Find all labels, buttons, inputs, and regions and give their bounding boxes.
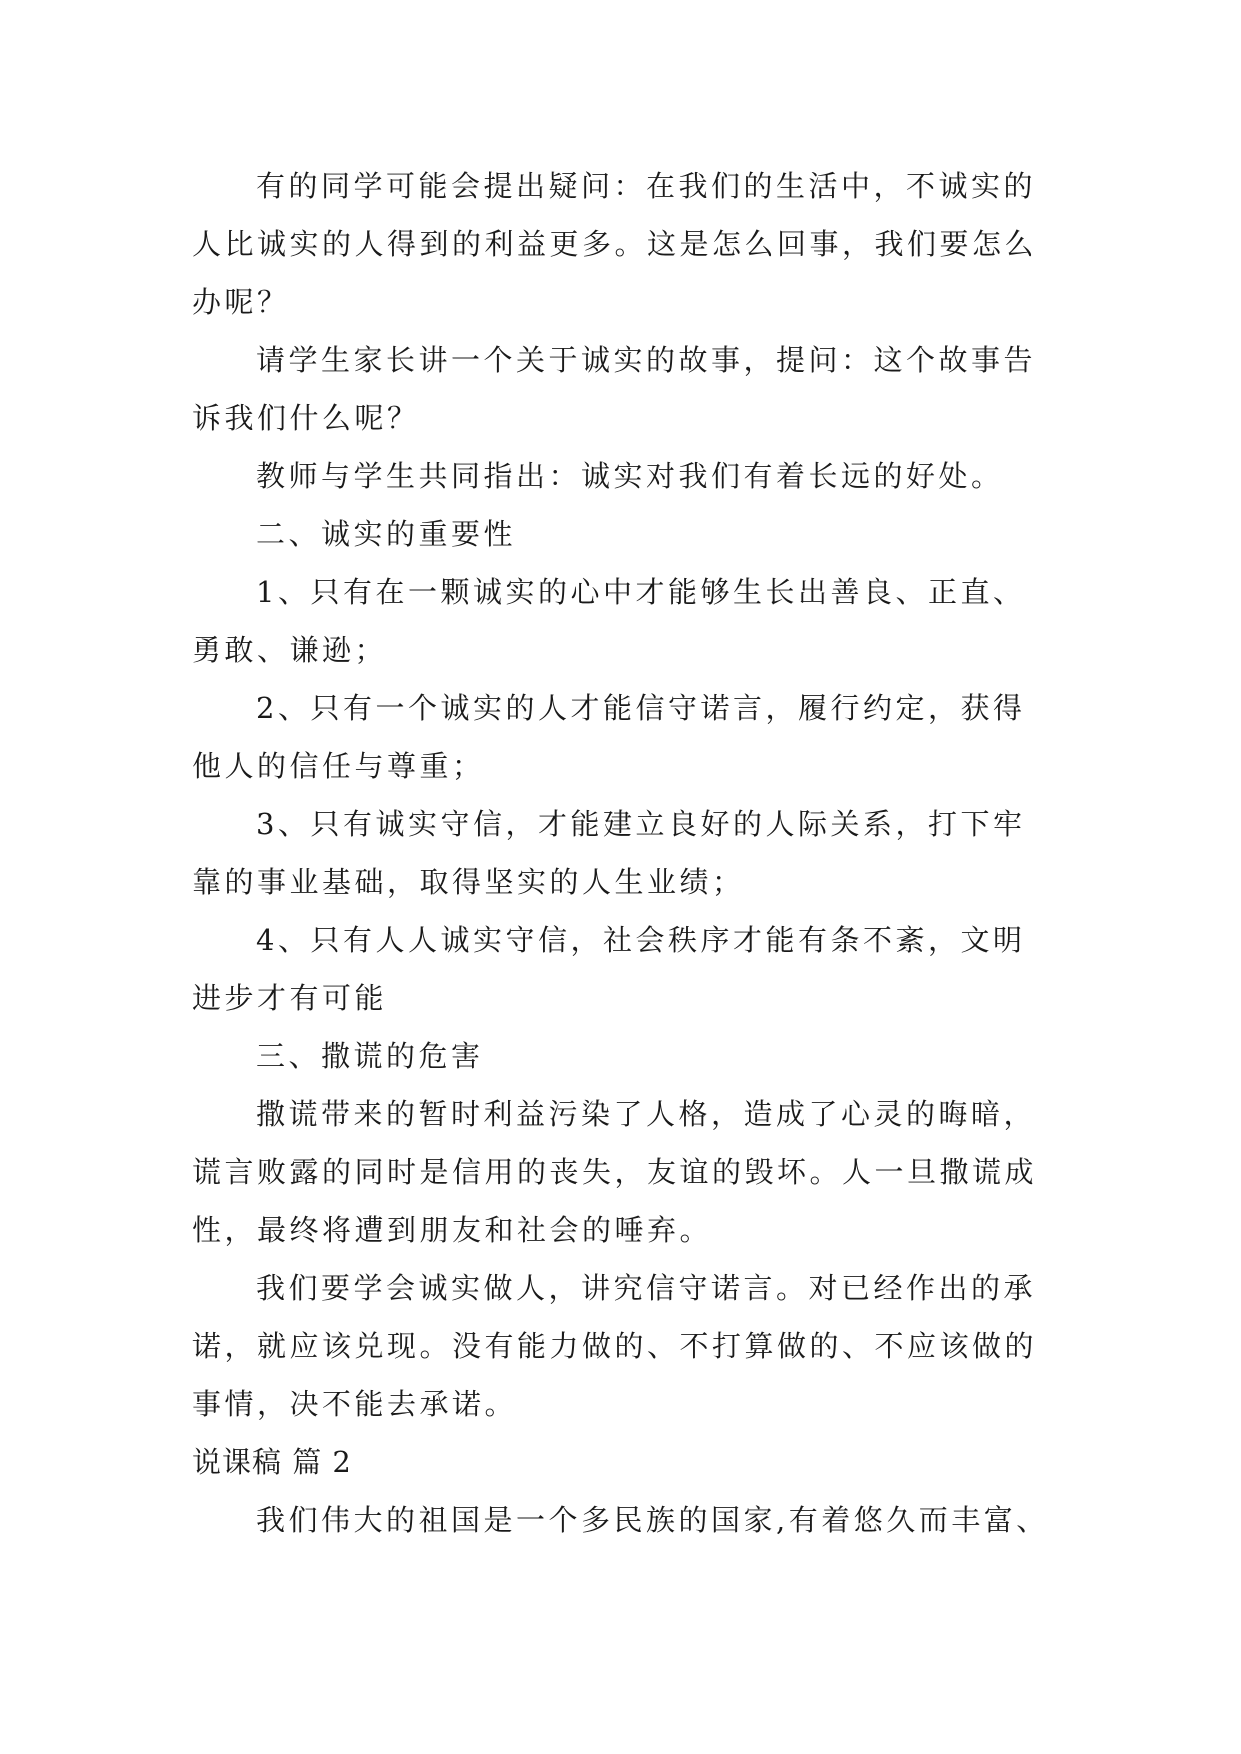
paragraph-line: 办呢？ — [192, 285, 290, 319]
paragraph-line: 请学生家长讲一个关于诚实的故事，提问：这个故事告 — [256, 343, 1037, 377]
paragraph-line: 我们要学会诚实做人，讲究信守诺言。对已经作出的承 — [256, 1271, 1037, 1305]
document-section-title: 说课稿 篇 2 — [192, 1445, 352, 1479]
list-item-line: 他人的信任与尊重； — [192, 749, 485, 783]
section-heading: 三、撒谎的危害 — [256, 1039, 484, 1073]
paragraph-line: 诺，就应该兑现。没有能力做的、不打算做的、不应该做的 — [192, 1329, 1038, 1363]
paragraph-line: 有的同学可能会提出疑问：在我们的生活中，不诚实的 — [256, 169, 1037, 203]
paragraph-line: 教师与学生共同指出：诚实对我们有着长远的好处。 — [256, 459, 1004, 493]
paragraph-line: 性，最终将遭到朋友和社会的唾弃。 — [192, 1213, 713, 1247]
paragraph-line: 事情，决不能去承诺。 — [192, 1387, 518, 1421]
list-item-line: 进步才有可能 — [192, 981, 388, 1015]
list-item-line: 3、只有诚实守信，才能建立良好的人际关系，打下牢 — [256, 807, 1026, 841]
paragraph-line: 撒谎带来的暂时利益污染了人格，造成了心灵的晦暗， — [256, 1097, 1037, 1131]
list-item-line: 2、只有一个诚实的人才能信守诺言，履行约定，获得 — [256, 691, 1026, 725]
paragraph-line: 人比诚实的人得到的利益更多。这是怎么回事，我们要怎么 — [192, 227, 1038, 261]
paragraph-line: 诉我们什么呢？ — [192, 401, 420, 435]
paragraph-line: 我们伟大的祖国是一个多民族的国家,有着悠久而丰富、 — [256, 1503, 1049, 1537]
list-item-line: 靠的事业基础，取得坚实的人生业绩； — [192, 865, 745, 899]
list-item-line: 1、只有在一颗诚实的心中才能够生长出善良、正直、 — [256, 575, 1026, 609]
paragraph-line: 谎言败露的同时是信用的丧失，友谊的毁坏。人一旦撒谎成 — [192, 1155, 1038, 1189]
list-item-line: 4、只有人人诚实守信，社会秩序才能有条不紊，文明 — [256, 923, 1026, 957]
list-item-line: 勇敢、谦逊； — [192, 633, 388, 667]
section-heading: 二、诚实的重要性 — [256, 517, 517, 551]
